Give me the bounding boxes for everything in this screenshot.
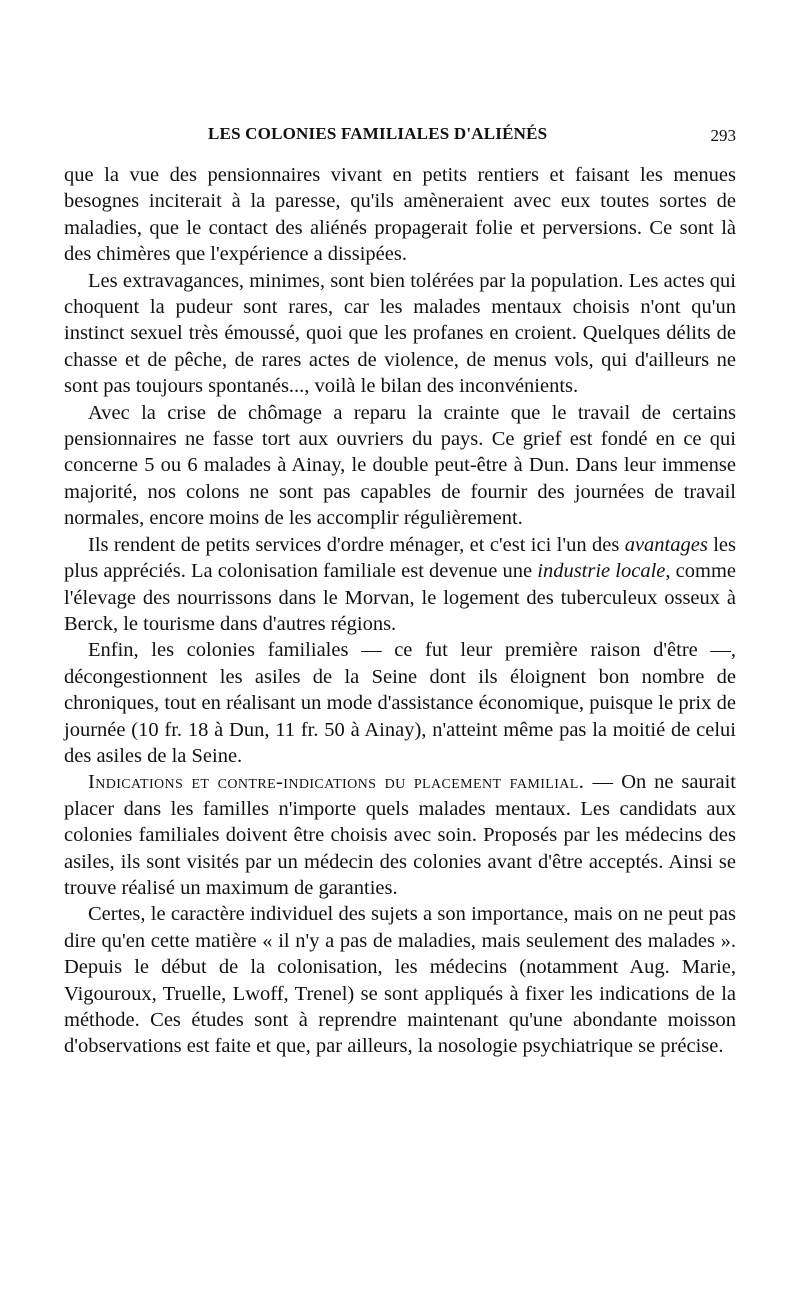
book-page [64, 118, 736, 1060]
paragraph-indications [64, 769, 736, 901]
section-heading: Indications et contre-indications du placement familial. — [88, 771, 614, 794]
emphasis-avantages: avantages [624, 533, 708, 556]
paragraph-indications-text: On ne saurait placer dans les familles n'importe quels malades mentaux. Les candidats aux colonies familiales doivent être choisis avec soin. Proposés par les médecins des asiles, ils sont visités par un médecin des colonies avant d'être acceptés. Ainsi se trouve réalisé un maximum de garanties. [64, 771, 736, 899]
paragraph-certes: Certes, le caractère individuel des sujets a son importance, mais on ne peut pas dire qu'en cette matière « il n'y a pas de maladies, mais seulement des malades ». Depuis le début de la colonisation, les médecins (notamment Aug. Marie, Vigouroux, Truelle, Lwoff, Trenel) se sont appliqués à fixer les indications de la méthode. Ces études sont à reprendre maintenant qu'une abondante moisson d'observations est faite et que, par ailleurs, la nosologie psychiatrique se précise. [64, 903, 736, 1058]
running-title: LES COLONIES FAMILIALES D'ALIÉNÉS [208, 124, 548, 143]
body-text [64, 162, 736, 1060]
paragraph-services-text-e: , comme l'élevage des nourrissons dans le Morvan, le logement des tuberculeux osseux à Berck, le tourisme dans d'autres régions. [64, 560, 737, 635]
emphasis-industrie-locale: industrie locale [537, 560, 666, 583]
paragraph-decongestion: Enfin, les colonies familiales — ce fut leur première raison d'être —, décongestionnent les asiles de la Seine dont ils éloignent bon nombre de chroniques, tout en réalisant un mode d'assistance économique, puisque le prix de journée (10 fr. 18 à Dun, 11 fr. 50 à Ainay), n'atteint même pas la moitié de celui des asiles de la Seine. [64, 639, 736, 767]
paragraph-continuation: que la vue des pensionnaires vivant en petits rentiers et faisant les menues besognes inciterait à la paresse, qu'ils amèneraient avec eux toutes sortes de maladies, que le contact des aliénés propagerait folie et perversions. Ce sont là des chimères que l'expérience a dissipées. [64, 164, 736, 266]
paragraph-services-text-a: Ils rendent de petits services d'ordre ménager, et c'est ici l'un des [88, 533, 625, 556]
page-number: 293 [710, 126, 736, 145]
paragraph-extravagances: Les extravagances, minimes, sont bien tolérées par la population. Les actes qui choquent la pudeur sont rares, car les malades mentaux choisis n'ont qu'un instinct sexuel très émoussé, quoi que les profanes en croient. Quelques délits de chasse et de pêche, de rares actes de violence, de menus vols, qui d'ailleurs ne sont pas toujours spontanés..., voilà le bilan des inconvénients. [64, 269, 736, 398]
paragraph-services [64, 532, 736, 638]
paragraph-chomage: Avec la crise de chômage a reparu la crainte que le travail de certains pensionnaires ne fasse tort aux ouvriers du pays. Ce grief est fondé en ce qui concerne 5 ou 6 malades à Ainay, le double peut-être à Dun. Dans leur immense majorité, nos colons ne sont pas capables de fournir des journées de travail normales, encore moins de les accomplir régulièrement. [64, 401, 736, 530]
paragraph-services-text-c: les plus appréciés. La colonisation familiale est devenue une [64, 533, 737, 583]
running-head [64, 118, 736, 162]
